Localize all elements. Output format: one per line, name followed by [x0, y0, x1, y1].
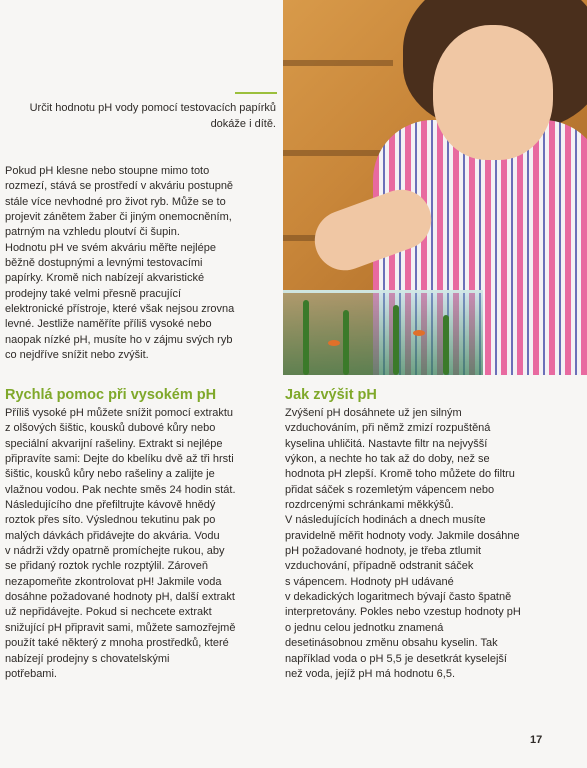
photo-caption — [24, 101, 276, 132]
section-heading-high-ph: Rychlá pomoc při vysokém pH — [5, 387, 217, 403]
text-line: použít také některý z mnoha prostředků, které — [5, 637, 229, 650]
text-line: v dekadických logaritmech bývají často špatně — [285, 591, 512, 604]
text-line: vzduchováním, při němž zmizí rozpuštěná — [285, 422, 491, 435]
text-line: pH požadované hodnoty, je třeba ztlumit — [285, 545, 482, 558]
text-line: naopak nízké pH, musíte ho v zájmu svých ryb — [5, 333, 233, 346]
text-line: pravidelně měřit hodnoty vody. Jakmile dosáhne — [285, 529, 520, 542]
text-line: s vápencem. Hodnoty pH udávané — [285, 575, 454, 588]
intro-paragraph — [5, 164, 273, 363]
text-line: rozmezí, stává se prostředí v akváriu postupně — [5, 180, 234, 193]
text-line: šištic, kousků kůry nebo rašeliny a zalijte je — [5, 468, 215, 481]
shelf — [283, 150, 393, 156]
text-line: rozdrcenými schránkami měkkýšů. — [285, 499, 454, 512]
fish — [328, 340, 340, 346]
fish — [413, 330, 425, 336]
caption-line: Určit hodnotu pH vody pomocí testovacích papírků — [29, 102, 276, 114]
aquarium-plant — [303, 300, 309, 375]
text-line: nabízejí prodejny s chovatelskými — [5, 652, 170, 665]
aquarium-plant — [443, 315, 449, 375]
section-body-high-ph — [5, 406, 277, 682]
text-line: interpretovány. Pokles nebo vzestup hodnoty pH — [285, 606, 521, 619]
section-heading-raise-ph: Jak zvýšit pH — [285, 387, 377, 403]
text-line: Zvýšení pH dosáhnete už jen silným — [285, 407, 462, 419]
text-line: přidat sáček s rozemletým vápencem nebo — [285, 483, 495, 496]
text-line: připravíte sami: Dejte do kbelíku dvě až tři hrsti — [5, 453, 234, 466]
text-line: z olšových šištic, kousků dubové kůry nebo — [5, 422, 216, 435]
text-line: než voda, jejíž pH má hodnotu 6,5. — [285, 667, 455, 680]
text-line: Hodnotu pH ve svém akváriu měřte nejlépe — [5, 241, 216, 254]
page-number: 17 — [530, 734, 543, 746]
text-line: vzduchování, případně odstranit sáček — [285, 560, 474, 573]
text-line: vlažnou vodou. Pak nechte směs 24 hodin stát. — [5, 483, 236, 496]
caption-rule — [235, 92, 277, 94]
photo-girl-testing-aquarium — [283, 0, 587, 375]
text-line: dosáhne požadované hodnoty pH, další extrakt — [5, 591, 235, 604]
text-line: běžně dostupnými a levnými testovacími — [5, 257, 203, 270]
text-line: snižující pH připravit sami, můžete samozřejmě — [5, 621, 236, 634]
text-line: výkon, a nechte ho tak až do doby, než se — [285, 453, 490, 466]
text-line: prodejny také velmi přesně pracující — [5, 287, 182, 300]
text-line: papírky. Kromě nich nabízejí akvaristické — [5, 272, 205, 285]
text-line: speciální akvarijní rašeliny. Extrakt si nejlépe — [5, 437, 223, 450]
text-line: už nepřidávejte. Pokud si nechcete extrakt — [5, 606, 212, 619]
text-line: se přidaný roztok rychle rozptýlil. Zároveň — [5, 560, 208, 573]
text-line: projevit zánětem žaber či jiným onemocněním, — [5, 211, 232, 224]
caption-line: dokáže i dítě. — [210, 117, 276, 130]
section-body-raise-ph — [285, 406, 567, 682]
text-line: například voda o pH 5,5 je desetkrát kyselejší — [285, 652, 507, 665]
text-line: Pokud pH klesne nebo stoupne mimo toto — [5, 165, 210, 177]
text-line: Následujícího dne přefiltrujte kávově hnědý — [5, 499, 216, 512]
text-line: o jednu celou jednotku znamená — [285, 621, 444, 634]
text-line: kyselina uhličitá. Nastavte filtr na nejvyšší — [285, 437, 488, 450]
text-line: v nádrži vždy opatrně promíchejte rukou, aby — [5, 545, 225, 558]
text-line: elektronické přístroje, které však nejsou zrovna — [5, 303, 235, 316]
text-line: levné. Jestliže naměříte příliš vysoké nebo — [5, 318, 212, 331]
text-line: roztok přes síto. Výslednou tekutinu pak po — [5, 514, 216, 527]
aquarium-plant — [343, 310, 349, 375]
text-line: co nejdříve snížit nebo zvýšit. — [5, 349, 149, 362]
text-line: nezapomeňte zkontrolovat pH! Jakmile voda — [5, 575, 222, 588]
text-line: patrným na vzhledu ploutví či šupin. — [5, 226, 180, 239]
text-line: potřebami. — [5, 667, 57, 680]
text-line: desetinásobnou změnu obsahu kyselin. Tak — [285, 637, 498, 650]
text-line: hodnota pH zlepší. Kromě toho můžete do filtru — [285, 468, 515, 481]
face — [433, 25, 553, 160]
text-line: Příliš vysoké pH můžete snížit pomocí extraktu — [5, 407, 234, 419]
shelf — [283, 60, 393, 66]
text-line: stále více nevhodné pro život ryb. Může se to — [5, 195, 226, 208]
text-line: V následujících hodinách a dnech musíte — [285, 514, 486, 527]
text-line: malých dávkách přidávejte do akvária. Vodu — [5, 529, 220, 542]
aquarium-plant — [393, 305, 399, 375]
aquarium-tank — [283, 290, 483, 375]
